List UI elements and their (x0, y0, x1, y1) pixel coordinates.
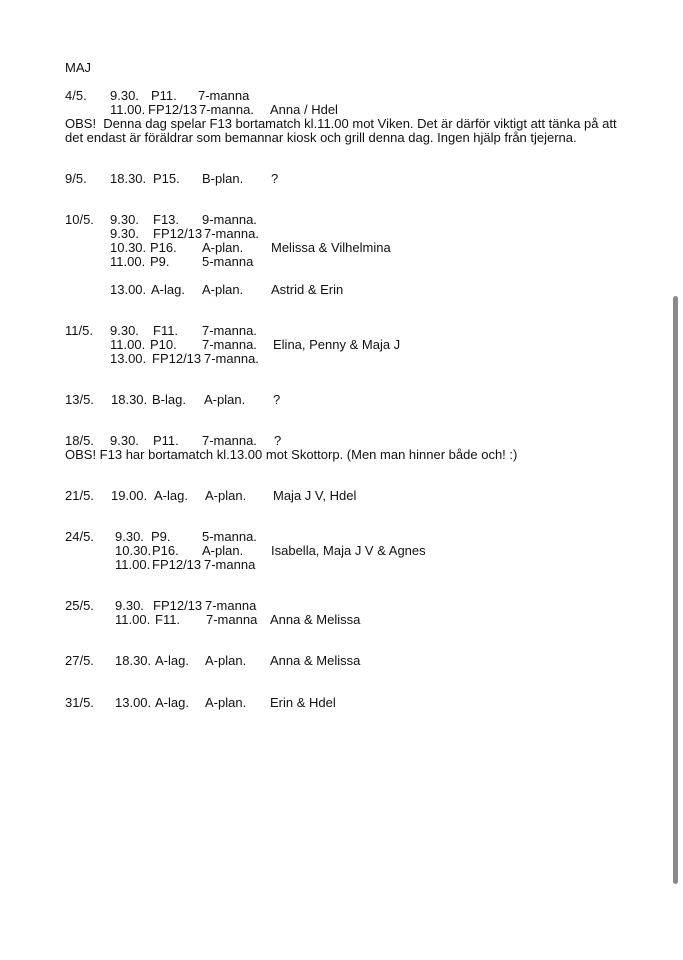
slot-staff: Astrid & Erin (271, 282, 344, 297)
slot-info: 7-manna. (202, 433, 257, 448)
slot-info: 5-manna (202, 254, 254, 269)
entry-date: 25/5. (65, 598, 94, 613)
slot-team: P16. (152, 543, 179, 558)
entry-date: 27/5. (65, 653, 94, 668)
slot-team: FP12/13 (148, 102, 198, 117)
slot-time: 9.30. (110, 226, 139, 241)
month-heading: MAJ (65, 60, 91, 75)
slot-staff: ? (271, 171, 279, 186)
slot-team: A-lag. (155, 653, 189, 668)
slot-staff: Anna & Melissa (270, 612, 361, 627)
slot-info: 5-manna. (202, 529, 257, 544)
slot-time: 13.00. (110, 351, 147, 366)
entry-note: OBS! F13 har bortamatch kl.13.00 mot Skottorp. (Men man hinner både och! :) (65, 447, 518, 462)
slot-team: FP12/13 (153, 226, 203, 241)
slot-time: 13.00. (110, 282, 147, 297)
slot-info: 7-manna. (202, 323, 257, 338)
slot-team: F11. (155, 612, 181, 627)
slot-team: F11. (153, 323, 179, 338)
slot-staff: ? (273, 392, 281, 407)
slot-team: P9. (150, 254, 170, 269)
slot-info: A-plan. (202, 543, 244, 558)
slot-team: FP12/13 (152, 557, 202, 572)
slot-info: 9-manna. (202, 212, 257, 227)
entry-note: OBS! Denna dag spelar F13 bortamatch kl.11.00 mot Viken. Det är därför viktigt att tänka på att (65, 116, 617, 131)
slot-time: 19.00. (111, 488, 148, 503)
slot-team: A-lag. (154, 488, 188, 503)
slot-staff: Anna / Hdel (270, 102, 338, 117)
entry-date: 13/5. (65, 392, 94, 407)
slot-time: 9.30. (110, 212, 139, 227)
slot-info: A-plan. (205, 653, 247, 668)
slot-time: 18.30. (110, 171, 147, 186)
slot-staff: ? (274, 433, 282, 448)
slot-time: 13.00. (115, 695, 152, 710)
slot-team: P15. (153, 171, 180, 186)
entry-date: 24/5. (65, 529, 94, 544)
slot-team: P16. (150, 240, 177, 255)
slot-staff: Melissa & Vilhelmina (271, 240, 391, 255)
slot-team: P10. (150, 337, 177, 352)
slot-time: 9.30. (115, 598, 144, 613)
slot-info: A-plan. (202, 282, 244, 297)
slot-team: FP12/13 (153, 598, 203, 613)
slot-time: 9.30. (110, 433, 139, 448)
entry-date: 4/5. (65, 88, 87, 103)
slot-info: 7-manna (204, 557, 256, 572)
slot-time: 10.30. (115, 543, 152, 558)
slot-time: 11.00. (110, 102, 146, 117)
slot-staff: Maja J V, Hdel (273, 488, 357, 503)
slot-team: P11. (151, 88, 177, 103)
slot-time: 11.00. (115, 557, 151, 572)
slot-time: 10.30. (110, 240, 147, 255)
entry-note: det endast är föräldrar som bemannar kiosk och grill denna dag. Ingen hjälp från tjejerna. (65, 130, 577, 145)
slot-time: 9.30. (115, 529, 144, 544)
slot-staff: Anna & Melissa (270, 653, 361, 668)
slot-info: 7-manna (205, 598, 257, 613)
entry-date: 21/5. (65, 488, 94, 503)
slot-info: 7-manna (206, 612, 258, 627)
slot-info: 7-manna. (204, 226, 259, 241)
entry-date: 10/5. (65, 212, 94, 227)
slot-info: 7-manna. (199, 102, 254, 117)
entry-date: 11/5. (65, 323, 93, 338)
slot-info: A-plan. (202, 240, 244, 255)
entry-date: 9/5. (65, 171, 87, 186)
slot-info: 7-manna (198, 88, 250, 103)
slot-team: FP12/13 (152, 351, 202, 366)
slot-team: B-lag. (152, 392, 186, 407)
slot-staff: Isabella, Maja J V & Agnes (271, 543, 426, 558)
slot-info: A-plan. (205, 695, 247, 710)
entry-date: 18/5. (65, 433, 94, 448)
slot-info: 7-manna. (204, 351, 259, 366)
vertical-scrollbar[interactable] (673, 296, 678, 884)
slot-team: F13. (153, 212, 180, 227)
slot-info: 7-manna. (202, 337, 257, 352)
slot-team: A-lag. (155, 695, 189, 710)
slot-team: A-lag. (151, 282, 185, 297)
slot-info: A-plan. (205, 488, 247, 503)
slot-time: 18.30. (115, 653, 152, 668)
slot-info: A-plan. (204, 392, 246, 407)
slot-time: 11.00. (110, 254, 146, 269)
slot-staff: Elina, Penny & Maja J (273, 337, 401, 352)
slot-time: 11.00. (115, 612, 151, 627)
slot-time: 9.30. (110, 88, 139, 103)
entry-date: 31/5. (65, 695, 94, 710)
slot-time: 18.30. (111, 392, 148, 407)
slot-team: P9. (151, 529, 171, 544)
slot-team: P11. (153, 433, 179, 448)
slot-time: 11.00. (110, 337, 146, 352)
slot-info: B-plan. (202, 171, 244, 186)
slot-staff: Erin & Hdel (270, 695, 336, 710)
slot-time: 9.30. (110, 323, 139, 338)
